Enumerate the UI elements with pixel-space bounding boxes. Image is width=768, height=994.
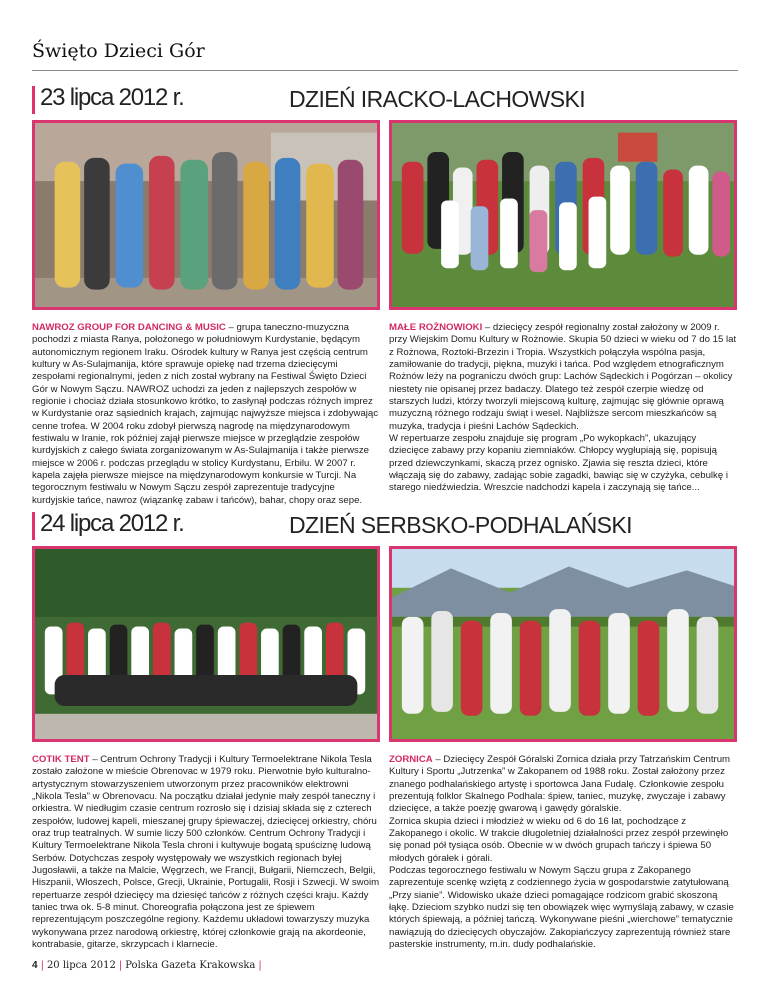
photo-cotik-tent: [32, 546, 380, 742]
article-paragraph: W repertuarze zespołu znajduje się program „Po wykopkach”, ukazujący dziecięce zabawy przy kopaniu ziemniaków. Chłopcy wygłupiają się, popisują przed dziewczynkami, skaczą przez ognisko. Zjawia się reszta dzieci, które włączają się do zabawy, zadając sobie zagadki, bawiąc się w czyżyka, cebulkę i starego niedźwiedzia. Wreszcie nadchodzi kapela i zaczynają się tańce...: [389, 433, 728, 494]
article-paragraph: Podczas tegorocznego festiwalu w Nowym Sączu grupa z Zakopanego zaprezentuje scenkę wziętą z codziennego życia w gospodarstwie zatytułowaną „Przy sianie”. Widowisko ukaże dzieci pomagające rodzicom grabić skoszoną łąkę. Dzieciom szybko nudzi się ten obowiązek więc wymyślają zabawy, w czasie których śpiewają, a później tańczą. Wykonywane pieśni „wierchowe” tematycznie nawiązują do dziecięcych obyczajów. Zakopiańczycy zaprezentują również stare pasterskie instrumenty, m.in. dudy podhalańskie.: [389, 865, 734, 951]
article-lead: NAWROZ GROUP FOR DANCING & MUSIC: [32, 322, 226, 333]
article-body: – dziecięcy zespół regionalny został założony w 2009 r. przy Wiejskim Domu Kultury w Rożnowie. Skupia 50 dzieci w wieku od 7 do 15 lat z Rożnowa, Roztoki-Brzezin i Tropia. Wszystkich połączyła wspólna pasja, zamiłowanie do tradycji, piękna, muzyki i tańca. Pod względem etnograficznym Rożnów leży na pograniczu dwóch grup: Lachów Sądeckich i Pogórzan – okolicy niestety nie opisanej przez badaczy. Dlatego też zespół czerpie wiedzę od starszych ludzi, którzy tworzyli miejscową kulturę, zajmując się głównie oprawą muzyczną różnego rodzaju świąt i wesel. Najbliższe sercom mieszkańców są muzyka, tradycja i pieśni Lachów Sądeckich.: [389, 322, 737, 432]
header-divider: [32, 70, 738, 71]
page-footer: 4 | 20 lipca 2012 | Polska Gazeta Krakowska |: [32, 960, 262, 971]
section-date-bar: [32, 86, 35, 114]
article-roznowioki: [389, 322, 737, 495]
page-number: 4: [32, 960, 38, 971]
photo-zornica: [389, 546, 737, 742]
section-date: 24 lipca 2012 r.: [40, 510, 184, 537]
article-nawroz: [32, 322, 380, 507]
article-lead: ZORNICA: [389, 754, 433, 765]
article-lead: COTIK TENT: [32, 754, 90, 765]
article-cotik-tent: [32, 754, 380, 952]
footer-date: 20 lipca 2012: [46, 960, 116, 971]
section-date-bar: [32, 512, 35, 540]
article-lead: MAŁE ROŻNOWIOKI: [389, 322, 483, 333]
section-title: DZIEŃ IRACKO-LACHOWSKI: [289, 86, 586, 112]
section-title: DZIEŃ SERBSKO-PODHALAŃSKI: [289, 512, 632, 538]
footer-publication: Polska Gazeta Krakowska: [125, 960, 256, 971]
article-body: – Centrum Ochrony Tradycji i Kultury Termoelektrane Nikola Tesla zostało założone w mieście Obrenovac w 1979 roku. Pierwotnie było kulturalno-artystycznym stowarzyszeniem utworzonym przez pracowników elektrowni „Nikola Tesla” w Obrenovacu. Na początku działał jedynie mały zespół taneczny i orkiestra. W niedługim czasie centrum rozrosło się i dzisiaj składa się z czterech zespołów, ludowej kapeli, mieszanej grupy śpiewaczej, dziecięcej orkiestry, chóru oraz trup teatralnych. W sumie liczy 500 członków. Centrum Ochrony Tradycji i Kultury Termoelektrane Nikola Tesla chroni i kultywuje bogatą spuściznę ludową Serbów. Dotychczas zespoły występowały we wszystkich regionach byłej Jugosławii, a także na Malcie, Węgrzech, we Francji, Bułgarii, Niemczech, Belgii, Hiszpanii, Włoszech, Polsce, Grecji, Ukrainie, Portugalii, Rosji i Szwecji. W swoim repertuarze zespół dziecięcy ma dziesięć tańców z różnych części kraju. Każdy taniec trwa ok. 5-8 minut. Choreografia połączona jest ze śpiewem reprezentującym poszczególne regiony. Każdemu układowi towarzyszy muzyka wykonywana przez narodową orkiestrę, której członkowie grają na akordeonie, kontrabasie, gitarze, skrzypcach i klarnecie.: [32, 754, 380, 951]
article-paragraph: Zornica skupia dzieci i młodzież w wieku od 6 do 16 lat, pochodzące z Zakopanego i okolic. W trakcie długoletniej działalności przez zespół przewinęło się ponad pół tysiąca osób. Obecnie w w dwóch grupach tańczy i śpiewa 50 młodych górałek i górali.: [389, 815, 729, 864]
header-title: Święto Dzieci Gór: [32, 40, 205, 62]
article-body: – grupa taneczno-muzyczna pochodzi z miasta Ranya, położonego w południowym Kurdystanie, będącym autonomicznym regionem Iraku. Ośrodek kultury w Ranya jest częścią centrum kultury w As-Sulajmanija, które sprawuje opiekę nad trzema dziecięcymi zespołami regionalnymi, jeden z nich został wybrany na Festiwal Święto Dzieci Gór w Nowym Sączu. NAWROZ uchodzi za jeden z najlepszych zespołów w regionie i chociaż działa stosunkowo krótko, to zasłynął podczas różnych imprez w Kurdystanie oraz sąsiednich krajach, zajmując najwyższe miejsca i zdobywając cenne trofea. W 2004 roku zdobył pierwszą nagrodę na międzynarodowym festiwalu w Iranie, rok później zajął pierwsze miejsce w przeglądzie zespołów kurdyjskich z całego świata zorganizowanym w As-Sulajmanija i także pierwsze miejsce w 2006 r. podczas przeglądu w stolicy Kurdystanu, Erbilu. W 2007 r. kapela zajęła pierwsze miejsce na międzynarodowym konkursie w Turcji. Na tegorocznym festiwalu w Nowym Sączu zespół zaprezentuje tradycyjne kurdyjskie tańce, nawroz (wiązankę zabaw i tańców), bahar, chopy oraz sepe.: [32, 322, 379, 506]
article-zornica: [389, 754, 737, 952]
photo-roznowioki: [389, 120, 737, 310]
article-body: – Dziecięcy Zespół Góralski Zornica działa przy Tatrzańskim Centrum Kultury i Sportu „Jutrzenka” w Zakopanem od 1988 roku. Został założony przez znanego podhalańskiego artystę i sportowca Jana Fudalę. Członkowie zespołu prezentują folklor Skalnego Podhala: śpiew, taniec, muzykę, zwyczaje i zabawy dziecięce, a także poezję gwarową i gawędy góralskie.: [389, 754, 731, 815]
section-date: 23 lipca 2012 r.: [40, 84, 184, 111]
photo-nawroz: [32, 120, 380, 310]
